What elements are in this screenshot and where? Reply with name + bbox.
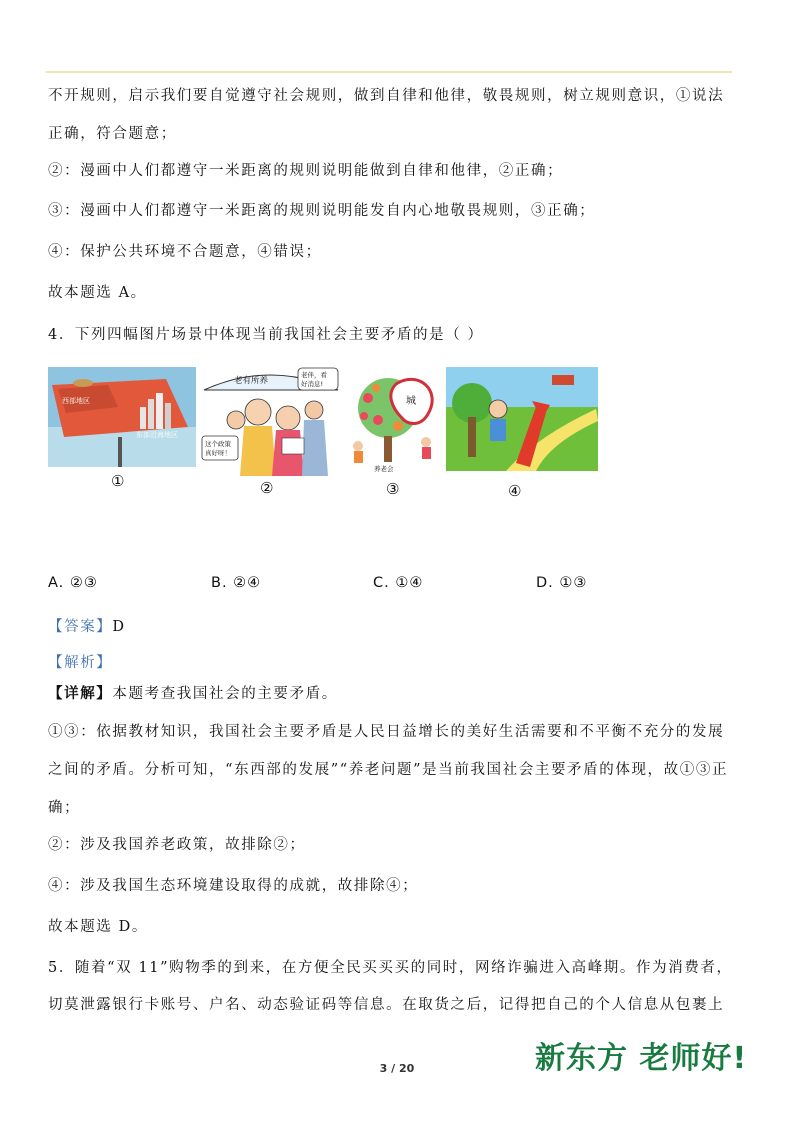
header-rule: [46, 71, 732, 73]
picture-2-bubble-left-2: 真好呀！: [205, 449, 231, 457]
detail-line: [48, 684, 748, 704]
explain-line: ①③：依据教材知识，我国社会主要矛盾是人民日益增长的美好生活需要和不平衡不充分的发展: [48, 724, 725, 740]
picture-3: [348, 368, 438, 474]
picture-2-bubble-left-1: 这个政策: [205, 440, 231, 448]
explain-line: ④：涉及我国生态环境建设取得的成就，故排除④；: [48, 878, 419, 894]
text-line: ②：漫画中人们都遵守一米距离的规则说明能做到自律和他律，②正确；: [48, 163, 564, 179]
detail-tag: 【详解】: [48, 685, 113, 702]
picture-3-base-label: 养老会: [374, 465, 394, 473]
option-d: D. ①③: [536, 575, 588, 591]
picture-1: [48, 367, 196, 467]
text-line: 不开规则，启示我们要自觉遵守社会规则，做到自律和他律，敬畏规则，树立规则意识，①说法: [48, 88, 725, 104]
explain-line: 确；: [48, 800, 81, 816]
question-5-line: 切莫泄露银行卡账号、户名、动态验证码等信息。在取货之后，记得把自己的个人信息从包裹上: [48, 997, 725, 1013]
option-a: A. ②③: [48, 575, 98, 591]
text-line: 故本题选 A。: [48, 285, 147, 301]
option-c: C. ①④: [373, 575, 424, 591]
picture-3-caption: ③: [386, 480, 400, 498]
option-b: B. ②④: [211, 575, 262, 591]
picture-1-label-west: 西部地区: [62, 397, 90, 405]
text-line: 正确，符合题意；: [48, 126, 177, 142]
picture-2-bubble-right-1: 老伴，看: [301, 371, 327, 379]
question-4: 4．下列四幅图片场景中体现当前我国社会主要矛盾的是（ ）: [48, 327, 484, 343]
picture-3-apple-label: 城: [406, 396, 416, 407]
detail-text: 本题考查我国社会的主要矛盾。: [112, 686, 338, 702]
picture-2-sign: 老有所养: [234, 376, 269, 386]
explain-line: 之间的矛盾。分析可知，“东西部的发展”“养老问题”是当前我国社会主要矛盾的体现，故①③正: [48, 762, 729, 778]
question-5-line: 5．随着“双 11”购物季的到来，在方便全民买买买的同时，网络诈骗进入高峰期。作为消费者，: [48, 960, 733, 976]
answer-line: [48, 617, 748, 637]
picture-1-label-east: 东部沿海地区: [136, 431, 178, 439]
analysis-tag: 【解析】: [48, 655, 113, 671]
page-number: 3 / 20: [379, 1062, 415, 1075]
picture-2: [200, 364, 344, 476]
answer-value: D: [112, 619, 126, 635]
explain-line: ②：涉及我国养老政策，故排除②；: [48, 837, 306, 853]
explain-line: 故本题选 D。: [48, 919, 148, 935]
answer-tag: 【答案】: [48, 619, 113, 635]
brand-logo: 新东方 老师好!: [535, 1041, 748, 1076]
picture-1-caption: ①: [111, 472, 125, 490]
picture-4: [446, 367, 598, 471]
text-line: ④：保护公共环境不合题意，④错误；: [48, 244, 322, 260]
text-line: ③：漫画中人们都遵守一米距离的规则说明能发自内心地敬畏规则，③正确；: [48, 203, 596, 219]
picture-4-caption: ④: [508, 482, 522, 500]
picture-2-caption: ②: [260, 479, 274, 497]
picture-2-bubble-right-2: 好消息!: [301, 380, 324, 388]
